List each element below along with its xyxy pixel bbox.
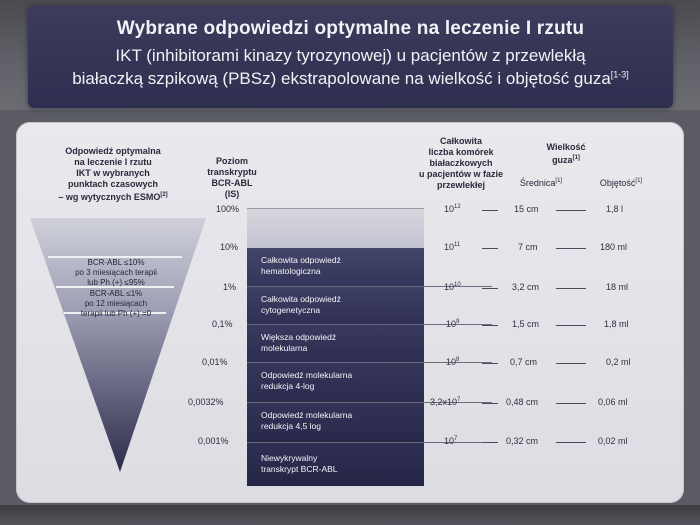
- hdr-cc-2: liczba komórek: [428, 147, 494, 157]
- volume-5: 0,06 ml: [598, 397, 628, 407]
- resp6-line2: transkrypt BCR-ABL: [261, 464, 338, 474]
- cells-1-base: 10: [444, 242, 455, 252]
- resp3-line2: molekularna: [261, 343, 308, 353]
- subtitle-ref: [1-3]: [610, 69, 629, 80]
- hdr-opt-4: punktach czasowych: [67, 179, 159, 189]
- hdr-cc-4: u pacjentów w fazie: [418, 169, 503, 179]
- pct-label-5: 0,0032%: [188, 397, 224, 407]
- dash-6b: [556, 442, 586, 443]
- resp5-line2: redukcja 4,5 log: [261, 421, 322, 431]
- hdr-ts-2-text: guza: [552, 155, 573, 165]
- cells-6-exp: 7: [454, 436, 458, 442]
- slide-subtitle-line2: [28, 69, 673, 89]
- pct-label-2: 1%: [223, 282, 237, 292]
- resp1-line2: hematologiczna: [261, 266, 321, 276]
- cells-5-exp: 7: [457, 397, 461, 403]
- hdr-tr-3: BCR-ABL: [211, 178, 253, 188]
- chart-panel: [16, 122, 684, 503]
- header-transcript: [202, 156, 262, 200]
- tri2-line1: BCR-ABL ≤1%: [89, 289, 143, 298]
- dash-5b: [556, 403, 586, 404]
- response-bar-5: [247, 402, 424, 442]
- cells-3-exp: 9: [456, 319, 460, 325]
- response-bar-1: [247, 248, 424, 286]
- dash-4a: [482, 363, 498, 364]
- dash-1b: [556, 248, 586, 249]
- diameter-4: 0,7 cm: [510, 357, 538, 367]
- cells-1-exp: 11: [454, 242, 461, 248]
- cells-4-exp: 8: [456, 357, 460, 363]
- hdr-opt-3: IKT w wybranych: [76, 168, 150, 178]
- volume-1: 180 ml: [600, 242, 628, 252]
- cells-0: [444, 204, 461, 214]
- header-volume: [586, 178, 656, 188]
- level-block-top: [247, 209, 424, 248]
- cells-3-base: 10: [446, 319, 457, 329]
- response-bar-4: [247, 362, 424, 402]
- cells-3: [446, 319, 459, 329]
- diameter-3: 1,5 cm: [512, 319, 540, 329]
- dash-5a: [482, 403, 498, 404]
- resp3-line1: Większa odpowiedź: [261, 332, 337, 342]
- cells-5: [430, 397, 460, 407]
- level-line-top: [247, 208, 424, 209]
- response-bar-3: [247, 324, 424, 362]
- response-bar-6: [247, 442, 424, 486]
- cells-0-base: 10: [444, 204, 455, 214]
- resp6-line1: Niewykrywalny: [261, 453, 318, 463]
- hdr-ts-ref: [1]: [572, 155, 580, 161]
- dash-2b: [556, 288, 586, 289]
- cells-0-exp: 12: [454, 204, 461, 210]
- subtitle-line2-text: białaczką szpikową (PBSz) ekstrapolowane na wielkość i objętość guza: [72, 69, 611, 88]
- header-cell-count: [406, 136, 516, 191]
- diameter-1: 7 cm: [518, 242, 538, 252]
- dash-3b: [556, 325, 586, 326]
- volume-4: 0,2 ml: [606, 357, 631, 367]
- tri2-line3: terapii lub Ph (+) =0: [80, 309, 152, 318]
- cells-1: [444, 242, 460, 252]
- hdr-diam-text: Średnica: [519, 178, 556, 188]
- cells-2: [444, 282, 461, 292]
- header-optimal-response: [38, 146, 188, 203]
- cells-2-exp: 10: [454, 282, 461, 288]
- cells-5-base: 3,2x10: [430, 397, 458, 407]
- cells-4: [446, 357, 459, 367]
- volume-0: 1,8 l: [606, 204, 624, 214]
- hdr-tr-2: transkryptu: [207, 167, 257, 177]
- pct-label-4: 0,01%: [202, 357, 228, 367]
- dash-6a: [482, 442, 498, 443]
- hdr-vol-ref: [1]: [635, 178, 643, 184]
- hdr-opt-5-text: – wg wytycznych ESMO: [58, 192, 161, 202]
- resp2-line2: cytogenetyczna: [261, 305, 321, 315]
- resp5-line1: Odpowiedź molekularna: [261, 410, 353, 420]
- resp4-line1: Odpowiedź molekularna: [261, 370, 353, 380]
- hdr-tr-4: (IS): [224, 189, 240, 199]
- dash-2a: [482, 288, 498, 289]
- triangle-box-1: [56, 258, 176, 288]
- dash-4b: [556, 363, 586, 364]
- dash-1a: [482, 248, 498, 249]
- pct-label-6: 0,001%: [198, 436, 229, 446]
- diameter-0: 15 cm: [514, 204, 539, 214]
- hdr-opt-1: Odpowiedź optymalna: [65, 146, 161, 156]
- hdr-ts-1: Wielkość: [546, 142, 586, 152]
- slide-header: [28, 6, 673, 108]
- resp4-line2: redukcja 4-log: [261, 381, 315, 391]
- tri2-line2: po 12 miesiącach: [84, 299, 148, 308]
- hdr-vol-text: Objętość: [599, 178, 636, 188]
- diameter-6: 0,32 cm: [506, 436, 539, 446]
- hdr-ts-2: [531, 153, 601, 166]
- header-diameter: [511, 178, 571, 188]
- volume-6: 0,02 ml: [598, 436, 628, 446]
- volume-3: 1,8 ml: [604, 319, 629, 329]
- resp1-line1: Całkowita odpowiedź: [261, 255, 341, 265]
- hdr-tr-1: Poziom: [215, 156, 248, 166]
- hdr-opt-5: [38, 190, 188, 203]
- response-triangle: [28, 216, 208, 476]
- pct-label-0: 100%: [216, 204, 240, 214]
- tri1-line2: po 3 miesiącach terapii: [75, 268, 157, 277]
- pct-label-3: 0,1%: [212, 319, 233, 329]
- dash-3a: [482, 325, 498, 326]
- pct-label-1: 10%: [220, 242, 239, 252]
- slide-subtitle-line1: IKT (inhibitorami kinazy tyrozynowej) u pacjentów z przewlekłą: [115, 46, 586, 65]
- slide-title: Wybrane odpowiedzi optymalne na leczenie I rzutu: [116, 18, 585, 39]
- hdr-diam-ref: [1]: [555, 178, 563, 184]
- hdr-cc-3: białaczkowych: [429, 158, 493, 168]
- header-tumor-size: [531, 142, 601, 166]
- dash-0a: [482, 210, 498, 211]
- cells-2-base: 10: [444, 282, 455, 292]
- resp2-line1: Całkowita odpowiedź: [261, 294, 341, 304]
- triangle-box-2: [56, 289, 176, 319]
- tri1-line3: lub Ph (+) ≤95%: [87, 278, 145, 287]
- diameter-5: 0,48 cm: [506, 397, 539, 407]
- room-floor: [0, 505, 700, 525]
- cells-6-base: 10: [444, 436, 455, 446]
- hdr-opt-2: na leczenie I rzutu: [74, 157, 152, 167]
- hdr-cc-1: Całkowita: [439, 136, 482, 146]
- cells-4-base: 10: [446, 357, 457, 367]
- response-bar-2: [247, 286, 424, 324]
- diameter-2: 3,2 cm: [512, 282, 540, 292]
- dash-0b: [556, 210, 586, 211]
- hdr-cc-5: przewlekłej: [436, 180, 486, 190]
- tri1-line1: BCR-ABL ≤10%: [87, 258, 145, 267]
- volume-2: 18 ml: [606, 282, 629, 292]
- cells-6: [444, 436, 457, 446]
- hdr-opt-ref: [2]: [160, 192, 168, 198]
